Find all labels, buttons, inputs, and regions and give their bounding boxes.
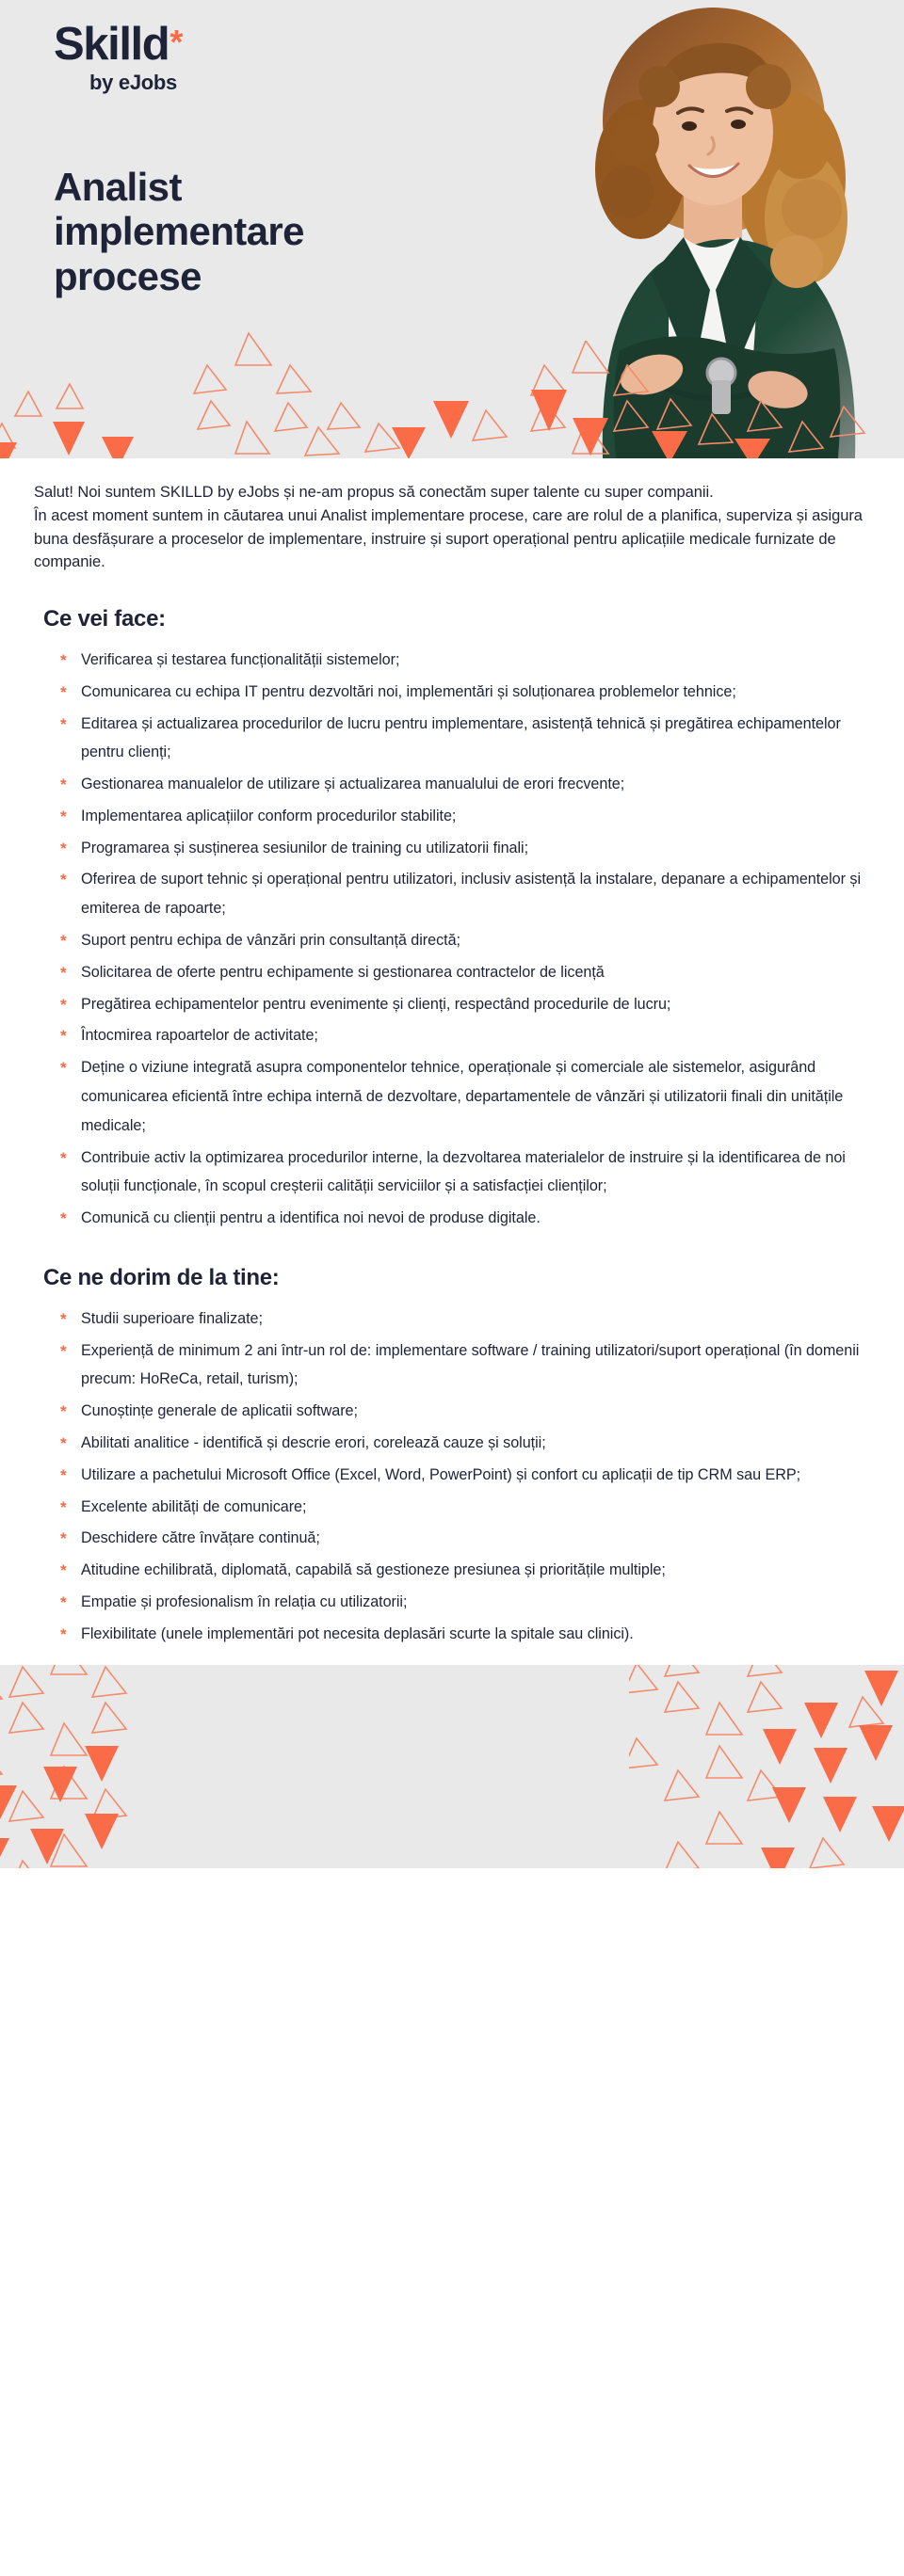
bullet-asterisk-icon: * bbox=[60, 1433, 67, 1452]
list-item-text: Verificarea și testarea funcționalității sistemelor; bbox=[81, 651, 400, 668]
bullet-asterisk-icon: * bbox=[60, 1624, 67, 1643]
bullet-asterisk-icon: * bbox=[60, 714, 67, 733]
list-item-text: Atitudine echilibrată, diplomată, capabilă să gestioneze presiunea și prioritățile multiple; bbox=[81, 1561, 666, 1579]
list-item bbox=[60, 1021, 872, 1050]
list-item-text: Empatie și profesionalism în relația cu utilizatorii; bbox=[81, 1592, 408, 1610]
list-item bbox=[60, 1204, 872, 1233]
list-item-text: Solicitarea de oferte pentru echipamente si gestionarea contractelor de licență bbox=[81, 963, 605, 981]
bullet-asterisk-icon: * bbox=[60, 651, 67, 669]
list-item-text: Contribuie activ la optimizarea procedurilor interne, la dezvoltarea materialelor de instruire și la identificarea de noi soluții funcționale, în scopul creșterii calității serviciilor și a satisfacției clienților; bbox=[81, 1148, 846, 1195]
hero-photo bbox=[508, 0, 904, 458]
list-item-text: Oferirea de suport tehnic și operațional pentru utilizatori, inclusiv asistență la instalare, depanare a echipamentelor și emiterea de rapoarte; bbox=[81, 871, 862, 918]
bullet-asterisk-icon: * bbox=[60, 1592, 67, 1611]
requirements-list bbox=[34, 1304, 872, 1649]
list-item-text: Editarea și actualizarea procedurilor de lucru pentru implementare, asistență tehnică și pregătirea echipamentelor pentru clienți; bbox=[81, 714, 841, 761]
intro-line-2: În acest moment suntem in căutarea unui Analist implementare procese, care are rolul de a planifica, superviza și asigura buna desfășurare a proceselor de implementare, instruire și suport operațional pentru aplicațiile medicale furnizate de companie. bbox=[34, 506, 863, 571]
list-item bbox=[60, 1556, 872, 1585]
footer-ornament-band bbox=[0, 1665, 904, 1868]
list-item-text: Cunoștințe generale de aplicatii software; bbox=[81, 1402, 358, 1420]
list-item bbox=[60, 710, 872, 768]
list-item-text: Flexibilitate (unele implementări pot necesita deplasări scurte la spitale sau clinici). bbox=[81, 1624, 634, 1642]
list-item bbox=[60, 1620, 872, 1649]
list-item bbox=[60, 1336, 872, 1395]
list-item-text: Abilitati analitice - identifică și descrie erori, corelează cauze și soluții; bbox=[81, 1433, 546, 1451]
list-item bbox=[60, 926, 872, 955]
list-item bbox=[60, 802, 872, 831]
list-item-text: Experiență de minimum 2 ani într-un rol de: implementare software / training utilizatori/suport operațional (în domenii precum: HoReCa, retail, turism); bbox=[81, 1341, 860, 1388]
bullet-asterisk-icon: * bbox=[60, 1059, 67, 1078]
list-item bbox=[60, 678, 872, 707]
list-item bbox=[60, 1461, 872, 1490]
list-item bbox=[60, 1304, 872, 1334]
job-content bbox=[0, 481, 904, 1648]
triangle-ornament-left bbox=[0, 331, 224, 458]
bullet-asterisk-icon: * bbox=[60, 1027, 67, 1046]
bullet-asterisk-icon: * bbox=[60, 1148, 67, 1167]
triangle-ornament-footer-right bbox=[629, 1665, 904, 1868]
bullet-asterisk-icon: * bbox=[60, 963, 67, 982]
logo-tagline: by eJobs bbox=[89, 71, 177, 94]
bullet-asterisk-icon: * bbox=[60, 1341, 67, 1360]
list-item-text: Comunică cu clienții pentru a identifica noi nevoi de produse digitale. bbox=[81, 1209, 541, 1227]
requirements-heading: Ce ne dorim de la tine: bbox=[43, 1264, 280, 1290]
list-item bbox=[60, 958, 872, 987]
list-item bbox=[60, 865, 872, 923]
bullet-asterisk-icon: * bbox=[60, 871, 67, 889]
list-item bbox=[60, 1144, 872, 1202]
hero-banner bbox=[0, 0, 904, 458]
bullet-asterisk-icon: * bbox=[60, 1402, 67, 1421]
list-item bbox=[60, 834, 872, 863]
list-item-text: Implementarea aplicațiilor conform procedurilor stabilite; bbox=[81, 807, 457, 824]
bullet-asterisk-icon: * bbox=[60, 807, 67, 825]
bullet-asterisk-icon: * bbox=[60, 1529, 67, 1548]
list-item-text: Întocmirea rapoartelor de activitate; bbox=[81, 1027, 318, 1045]
brand-logo bbox=[54, 19, 184, 95]
list-item bbox=[60, 990, 872, 1019]
bullet-asterisk-icon: * bbox=[60, 1465, 67, 1484]
list-item bbox=[60, 1429, 872, 1458]
bullet-asterisk-icon: * bbox=[60, 776, 67, 794]
list-item-text: Comunicarea cu echipa IT pentru dezvoltări noi, implementări și soluționarea problemelor tehnice; bbox=[81, 682, 736, 700]
list-item bbox=[60, 1493, 872, 1522]
list-item-text: Deschidere către învățare continuă; bbox=[81, 1529, 320, 1547]
list-item bbox=[60, 1053, 872, 1140]
list-item-text: Excelente abilități de comunicare; bbox=[81, 1497, 307, 1515]
bullet-asterisk-icon: * bbox=[60, 839, 67, 857]
bullet-asterisk-icon: * bbox=[60, 1561, 67, 1580]
list-item-text: Programarea și susținerea sesiunilor de training cu utilizatorii finali; bbox=[81, 839, 529, 856]
bullet-asterisk-icon: * bbox=[60, 682, 67, 701]
bullet-asterisk-icon: * bbox=[60, 995, 67, 1014]
bullet-asterisk-icon: * bbox=[60, 1209, 67, 1228]
bullet-asterisk-icon: * bbox=[60, 932, 67, 951]
responsibilities-heading: Ce vei face: bbox=[43, 606, 166, 632]
responsibilities-list bbox=[34, 646, 872, 1233]
list-item-text: Studii superioare finalizate; bbox=[81, 1309, 263, 1327]
list-item bbox=[60, 1588, 872, 1617]
list-item-text: Suport pentru echipa de vânzări prin consultanță directă; bbox=[81, 932, 460, 950]
list-item bbox=[60, 1397, 872, 1426]
asterisk-icon: * bbox=[170, 22, 184, 61]
bullet-asterisk-icon: * bbox=[60, 1497, 67, 1516]
triangle-ornament-mid bbox=[185, 324, 439, 458]
intro-paragraph bbox=[34, 481, 863, 574]
logo-wordmark bbox=[54, 19, 184, 70]
list-item-text: Pregătirea echipamentelor pentru evenimente și clienți, respectând procedurile de lucru; bbox=[81, 995, 671, 1013]
bullet-asterisk-icon: * bbox=[60, 1309, 67, 1328]
list-item bbox=[60, 1524, 872, 1553]
logo-word-text: Skilld bbox=[54, 19, 170, 70]
list-item-text: Utilizare a pachetului Microsoft Office (Excel, Word, PowerPoint) și confort cu aplicații de tip CRM sau ERP; bbox=[81, 1465, 801, 1483]
list-item bbox=[60, 770, 872, 799]
triangle-ornament-footer-left bbox=[0, 1665, 254, 1868]
list-item-text: Deține o viziune integrată asupra componentelor tehnice, operaționale și comerciale ale sistemelor, asigurând comunicarea eficientă între echipa internă de dezvoltare, departamentele de vânzări și utilizatorii finali din unitățile medicale; bbox=[81, 1059, 844, 1134]
list-item bbox=[60, 646, 872, 675]
intro-line-1: Salut! Noi suntem SKILLD by eJobs și ne-am propus să conectăm super talente cu super companii. bbox=[34, 484, 714, 501]
page-title: Analist implementare procese bbox=[54, 165, 304, 298]
list-item-text: Gestionarea manualelor de utilizare și actualizarea manualului de erori frecvente; bbox=[81, 776, 625, 793]
